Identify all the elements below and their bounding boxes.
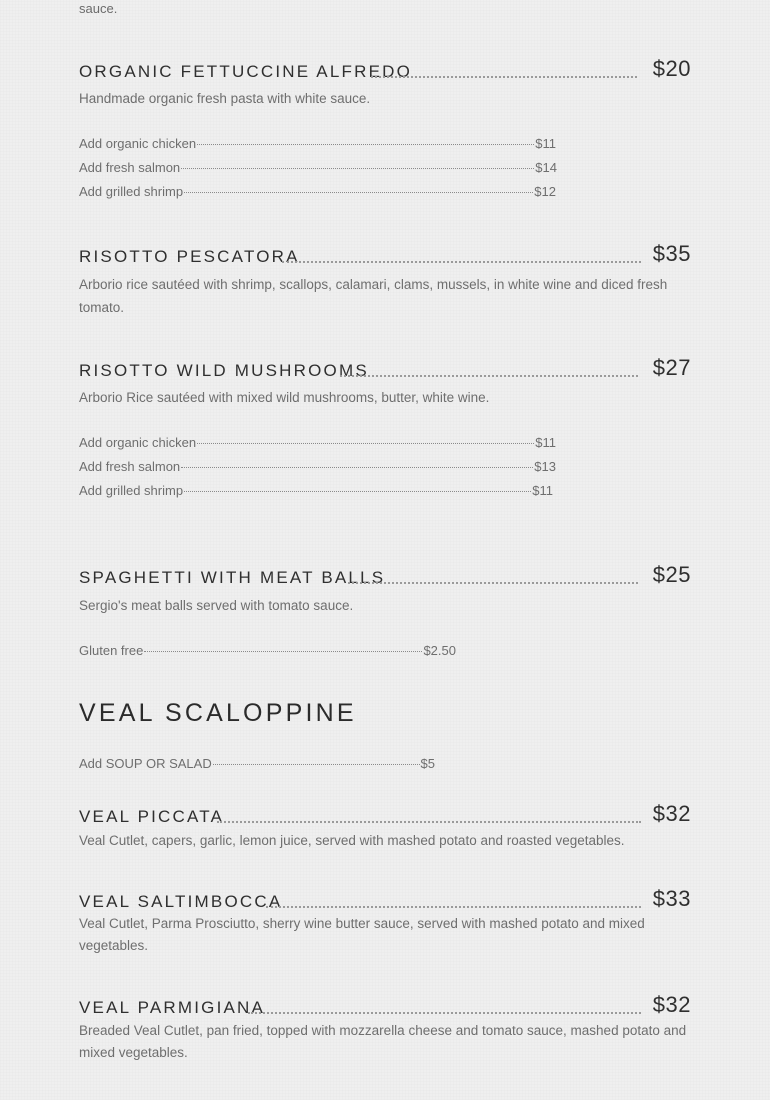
item-description: Veal Cutlet, capers, garlic, lemon juice, served with mashed potato and roasted vegetables. [79,833,625,848]
addon-price: $11 [532,483,553,498]
addon-dots [184,192,533,193]
leader-dots [266,906,641,908]
addon-dots [197,144,534,145]
addon-dots [184,491,531,492]
item-name: RISOTTO PESCATORA [79,247,300,266]
addon-label: Add fresh salmon [79,459,181,474]
item-name: VEAL PICCATA [79,807,225,826]
addon-price: $12 [534,184,556,199]
item-name: VEAL SALTIMBOCCA [79,892,283,911]
item-name: ORGANIC FETTUCCINE ALFREDO [79,62,413,81]
item-name: RISOTTO WILD MUSHROOMS [79,361,369,380]
item-price: $25 [652,562,691,587]
addon-price: $5 [420,756,435,771]
addon-dots [197,443,534,444]
addon-label: Add organic chicken [79,136,197,151]
addon-label: Add SOUP OR SALAD [79,756,212,771]
addon-dots [181,467,533,468]
item-description: Breaded Veal Cutlet, pan fried, topped with mozzarella cheese and tomato sauce, mashed potato and mixed vegetables. [79,1023,687,1060]
addon-price: $11 [535,136,556,151]
addon-label: Add organic chicken [79,435,197,450]
item-description: Veal Cutlet, Parma Prosciutto, sherry wine butter sauce, served with mashed potato and mixed vegetables. [79,916,645,953]
item-price: $33 [652,886,691,911]
addon-row [79,136,556,156]
item-price: $20 [652,56,691,81]
addon-price: $2.50 [423,643,456,658]
item-name: SPAGHETTI WITH MEAT BALLS [79,568,386,587]
addon-row [79,184,556,204]
item-price: $35 [652,241,691,266]
addon-row [79,459,556,479]
item-price: $32 [652,801,691,826]
previous-item-description-fragment: sauce. [79,1,118,16]
addon-row [79,160,557,180]
leader-dots [217,821,641,823]
addon-price: $14 [535,160,557,175]
item-price: $27 [652,355,691,380]
addon-row [79,643,456,663]
item-description: Arborio rice sautéed with shrimp, scallops, calamari, clams, mussels, in white wine and diced fresh tomato. [79,277,668,315]
item-description: Sergio's meat balls served with tomato sauce. [79,598,354,613]
section-addon-row [79,756,435,776]
addon-dots [213,764,420,765]
leader-dots [371,76,637,78]
leader-dots [282,261,641,263]
addon-label: Add grilled shrimp [79,483,184,498]
addon-label: Add fresh salmon [79,160,181,175]
leader-dots [340,375,638,377]
addon-label: Add grilled shrimp [79,184,184,199]
addon-row [79,483,553,503]
addon-price: $11 [535,435,556,450]
leader-dots [348,582,638,584]
item-description: Arborio Rice sautéed with mixed wild mushrooms, butter, white wine. [79,390,490,405]
addon-row [79,435,556,455]
section-title: VEAL SCALOPPINE [79,699,357,727]
addon-dots [144,651,422,652]
leader-dots [248,1012,641,1014]
item-price: $32 [652,992,691,1017]
addon-price: $13 [534,459,556,474]
item-description: Handmade organic fresh pasta with white sauce. [79,91,371,106]
item-name: VEAL PARMIGIANA [79,998,266,1017]
addon-dots [181,168,534,169]
addon-label: Gluten free [79,643,144,658]
